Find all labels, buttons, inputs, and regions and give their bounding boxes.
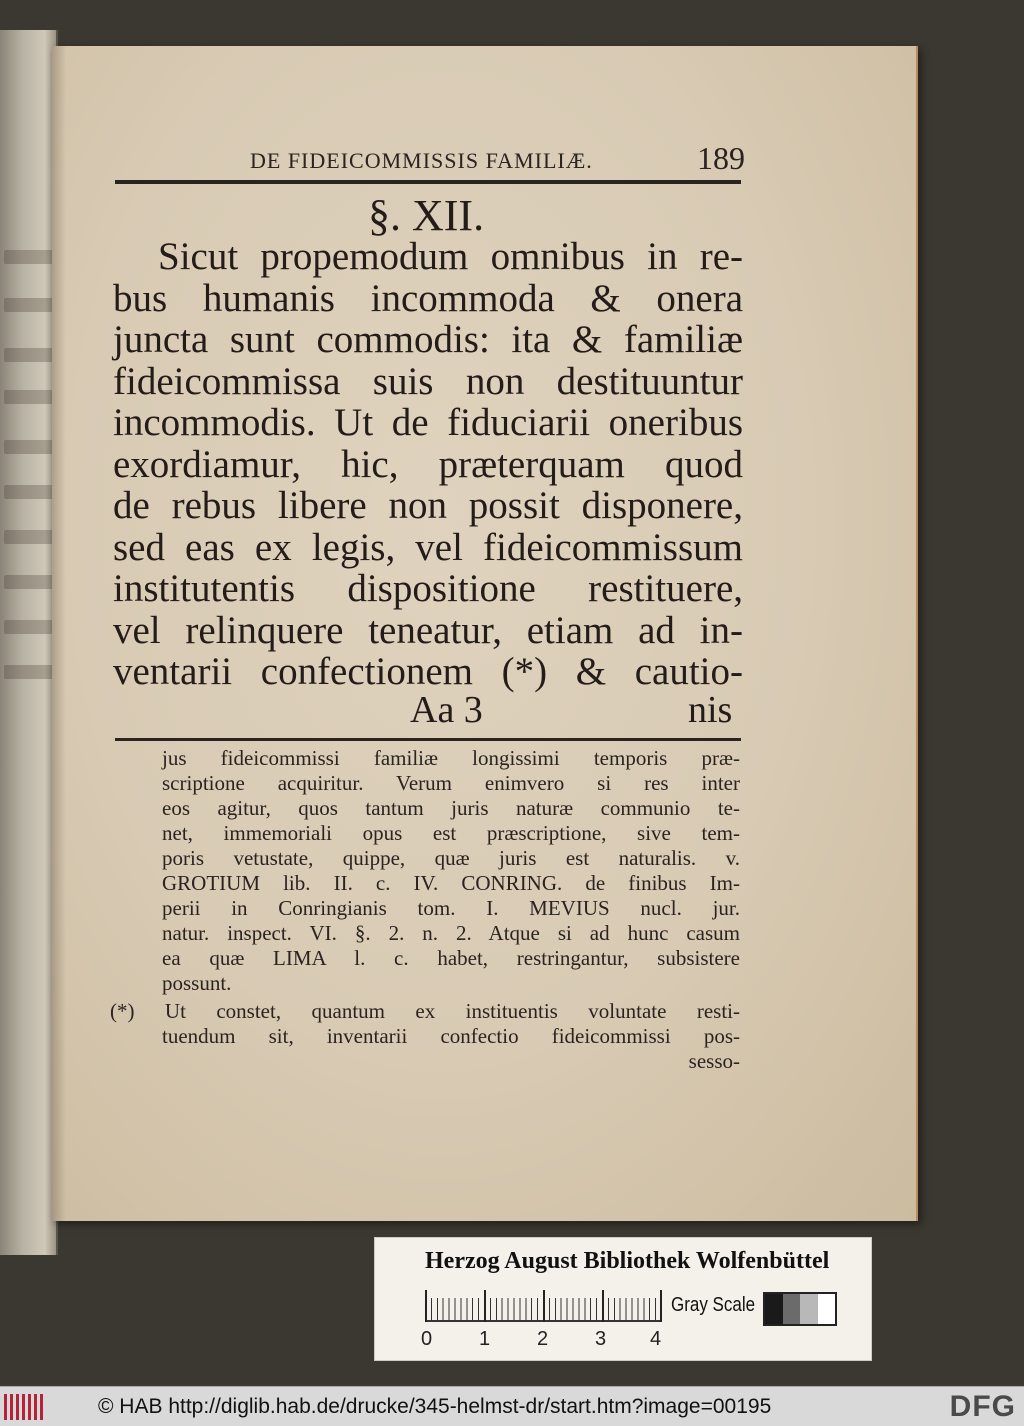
scale-number: 4 <box>650 1328 662 1350</box>
note-line: GROTIUM lib. II. c. IV. CONRING. de finibus Im- <box>162 871 740 895</box>
signature-mark: Aa 3 <box>410 689 483 731</box>
gray-swatches <box>763 1292 837 1326</box>
section-heading: §. XII. <box>368 191 485 240</box>
catchword: nis <box>688 689 733 731</box>
hab-logo-icon <box>4 1394 44 1420</box>
card-title: Herzog August Bibliothek Wolfenbüttel <box>425 1248 830 1274</box>
ghost-text <box>4 348 54 362</box>
text-line: ventarii confectionem (*) & cautio- <box>113 650 743 693</box>
swatch-black <box>765 1294 783 1324</box>
text-line: exordiamur, hic, præterquam quod <box>113 442 743 486</box>
text-line: juncta sunt commodis: ita & familiæ <box>113 318 743 361</box>
scale-number: 0 <box>421 1328 433 1350</box>
swatch-white <box>818 1294 836 1324</box>
running-head-title: DE FIDEICOMMISSIS FAMILIÆ. <box>250 148 593 173</box>
ghost-text <box>4 485 54 499</box>
gray-scale-label: Gray Scale <box>671 1294 756 1316</box>
note-line: scriptione acquiritur. Verum enimvero si res inter <box>162 771 740 795</box>
note-line: jus fideicommissi familiæ longissimi temporis præ- <box>162 746 740 770</box>
ghost-text <box>4 390 54 404</box>
note-line: natur. inspect. VI. §. 2. n. 2. Atque si ad hunc casum <box>162 921 740 945</box>
ghost-text <box>4 575 54 589</box>
page-gutter-shadow <box>52 46 66 1221</box>
copyright-url[interactable]: © HAB http://diglib.hab.de/drucke/345-helmst-dr/start.htm?image=00195 <box>98 1395 772 1418</box>
footnote-line: (*) Ut constet, quantum ex instituentis voluntate resti- <box>110 999 740 1023</box>
dfg-logo: DFG <box>949 1390 1016 1423</box>
footnote-line: sesso- <box>688 1049 740 1073</box>
main-text <box>113 236 743 693</box>
note-line: possunt. <box>162 971 232 995</box>
running-head <box>250 140 745 176</box>
footnotes <box>110 746 740 1074</box>
swatch-light-gray <box>800 1294 818 1324</box>
text-line: fideicommissa suis non destituuntur <box>113 359 743 403</box>
ghost-text <box>4 665 54 679</box>
ruler-tick <box>602 1290 604 1322</box>
text-line: vel relinquere teneatur, etiam ad in- <box>113 608 743 652</box>
page-number: 189 <box>697 140 745 176</box>
text-line: bus humanis incommoda & onera <box>113 276 743 320</box>
text-line: Sicut propemodum omnibus in re- <box>158 235 743 278</box>
note-line: net, immemoriali opus est præscriptione, sive tem- <box>162 821 740 845</box>
text-line: incommodis. Ut de fiduciarii oneribus <box>113 401 743 444</box>
swatch-dark-gray <box>783 1294 801 1324</box>
ruler-tick <box>543 1290 545 1322</box>
ghost-text <box>4 620 54 634</box>
scale-number: 2 <box>537 1328 549 1350</box>
ruler-tick <box>660 1290 662 1322</box>
text-line: sed eas ex legis, vel fideicommissum <box>113 525 743 569</box>
note-line: perii in Conringianis tom. I. MEVIUS nucl. jur. <box>162 896 740 920</box>
footnote-rule <box>115 738 741 741</box>
ghost-text <box>4 250 54 264</box>
note-line: poris vetustate, quippe, quæ juris est naturalis. v. <box>162 846 740 870</box>
ruler-tick <box>425 1290 427 1322</box>
text-line: de rebus libere non possit disponere, <box>113 484 743 527</box>
ruler-tick <box>484 1290 486 1322</box>
footnote-line: tuendum sit, inventarii confectio fideicommissi pos- <box>162 1024 740 1048</box>
ghost-text <box>4 298 54 312</box>
color-calibration-card <box>374 1237 872 1361</box>
scale-number: 3 <box>595 1328 607 1350</box>
text-line: institutentis dispositione restituere, <box>113 567 743 610</box>
ghost-text <box>4 530 54 544</box>
footer-bar <box>0 1386 1024 1426</box>
note-line: ea quæ LIMA l. c. habet, restringantur, subsistere <box>162 946 740 970</box>
ghost-text <box>4 440 54 454</box>
previous-page-edge <box>0 30 58 1255</box>
scale-number: 1 <box>479 1328 491 1350</box>
note-line: eos agitur, quos tantum juris naturæ communio te- <box>162 796 740 820</box>
header-rule <box>115 180 741 184</box>
